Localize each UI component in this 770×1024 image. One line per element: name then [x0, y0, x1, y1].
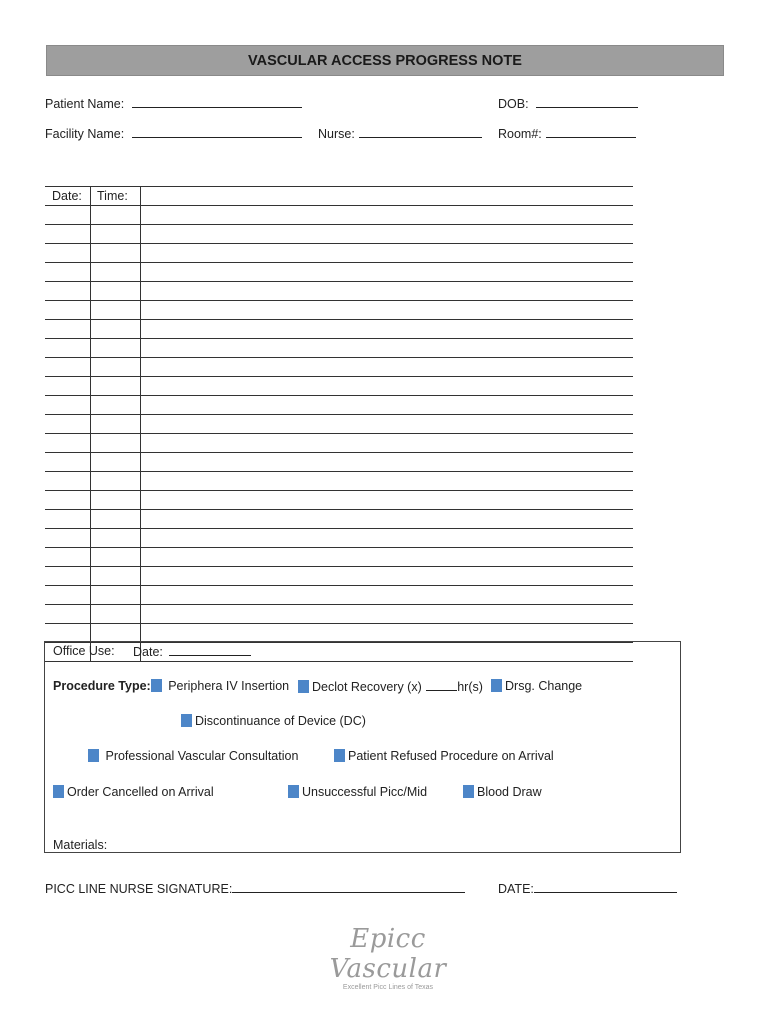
nurse-signature-field — [45, 881, 465, 896]
discontinuance-label: Discontinuance of Device (DC) — [195, 714, 366, 728]
table-row[interactable] — [45, 528, 633, 547]
room-input[interactable] — [546, 126, 636, 138]
unsuccessful-picc-label: Unsuccessful Picc/Mid — [302, 785, 428, 799]
unsuccessful-picc-checkbox[interactable] — [288, 785, 299, 798]
room-field — [498, 126, 636, 141]
blood-draw-label: Blood Draw — [477, 785, 542, 799]
peripheral-iv-label: Periphera IV Insertion — [168, 679, 290, 693]
order-cancelled-label: Order Cancelled on Arrival — [67, 785, 214, 799]
declot-recovery-label: Declot Recovery (x) — [312, 680, 422, 694]
drsg-change-checkbox[interactable] — [491, 679, 502, 692]
progress-log-table — [45, 186, 633, 662]
drsg-change-option — [491, 679, 582, 693]
nurse-signature-input[interactable] — [232, 881, 465, 893]
table-row[interactable] — [45, 357, 633, 376]
procedure-type-label: Procedure Type: — [53, 679, 151, 693]
facility-name-label: Facility Name: — [45, 127, 125, 141]
professional-consult-label: Professional Vascular Consultation — [105, 749, 299, 763]
time-notes-divider — [140, 186, 141, 662]
room-label: Room#: — [498, 127, 542, 141]
professional-consult-checkbox[interactable] — [88, 749, 99, 762]
table-row[interactable] — [45, 490, 633, 509]
signature-date-label: DATE: — [498, 882, 534, 896]
table-row[interactable] — [45, 547, 633, 566]
discontinuance-option — [181, 714, 366, 728]
procedure-type-row — [53, 679, 289, 693]
patient-name-label: Patient Name: — [45, 97, 125, 111]
declot-hours-input[interactable] — [426, 679, 457, 691]
order-cancelled-option — [53, 785, 214, 799]
logo-wordmark: Epicc Vascular — [329, 924, 447, 984]
table-row[interactable] — [45, 338, 633, 357]
table-row[interactable] — [45, 205, 633, 224]
nurse-field — [318, 126, 482, 141]
blood-draw-option — [463, 785, 542, 799]
table-row[interactable] — [45, 319, 633, 338]
dob-input[interactable] — [536, 96, 638, 108]
table-header-row — [45, 186, 633, 205]
date-time-divider — [90, 186, 91, 662]
office-use-box — [44, 641, 681, 853]
office-date-input[interactable] — [169, 644, 251, 656]
declot-recovery-checkbox[interactable] — [298, 680, 309, 693]
order-cancelled-checkbox[interactable] — [53, 785, 64, 798]
nurse-label: Nurse: — [318, 127, 355, 141]
form-title: VASCULAR ACCESS PROGRESS NOTE — [248, 52, 522, 69]
table-row[interactable] — [45, 300, 633, 319]
peripheral-iv-checkbox[interactable] — [151, 679, 162, 692]
facility-name-input[interactable] — [132, 126, 302, 138]
table-row[interactable] — [45, 509, 633, 528]
table-row[interactable] — [45, 604, 633, 623]
table-row[interactable] — [45, 281, 633, 300]
table-row[interactable] — [45, 566, 633, 585]
table-row[interactable] — [45, 376, 633, 395]
table-row[interactable] — [45, 433, 633, 452]
patient-name-input[interactable] — [132, 96, 302, 108]
table-row[interactable] — [45, 243, 633, 262]
nurse-input[interactable] — [359, 126, 482, 138]
table-row[interactable] — [45, 452, 633, 471]
blood-draw-checkbox[interactable] — [463, 785, 474, 798]
facility-name-field — [45, 126, 302, 141]
company-logo — [288, 924, 488, 991]
unsuccessful-picc-option — [288, 785, 427, 799]
dob-label: DOB: — [498, 97, 529, 111]
declot-hours-label: hr(s) — [457, 680, 483, 694]
signature-date-field — [498, 881, 677, 896]
date-column-header: Date: — [52, 189, 82, 203]
office-date-field — [133, 644, 251, 659]
nurse-signature-label: PICC LINE NURSE SIGNATURE: — [45, 882, 233, 896]
patient-refused-label: Patient Refused Procedure on Arrival — [348, 749, 554, 763]
table-row[interactable] — [45, 471, 633, 490]
table-row[interactable] — [45, 585, 633, 604]
drsg-change-label: Drsg. Change — [505, 679, 583, 693]
office-use-label: Office Use: — [53, 644, 115, 658]
time-column-header: Time: — [97, 189, 128, 203]
table-row[interactable] — [45, 395, 633, 414]
table-row[interactable] — [45, 414, 633, 433]
patient-refused-option — [334, 749, 554, 763]
patient-refused-checkbox[interactable] — [334, 749, 345, 762]
table-row[interactable] — [45, 262, 633, 281]
materials-label: Materials: — [53, 838, 108, 852]
professional-consult-option — [88, 749, 298, 763]
office-date-label: Date: — [133, 645, 163, 659]
patient-name-field — [45, 96, 302, 111]
signature-date-input[interactable] — [534, 881, 677, 893]
form-title-bar — [46, 45, 724, 76]
declot-recovery-option — [298, 679, 483, 694]
logo-tagline: Excellent Picc Lines of Texas — [342, 984, 434, 991]
discontinuance-checkbox[interactable] — [181, 714, 192, 727]
dob-field — [498, 96, 638, 111]
table-row[interactable] — [45, 623, 633, 642]
table-row[interactable] — [45, 224, 633, 243]
